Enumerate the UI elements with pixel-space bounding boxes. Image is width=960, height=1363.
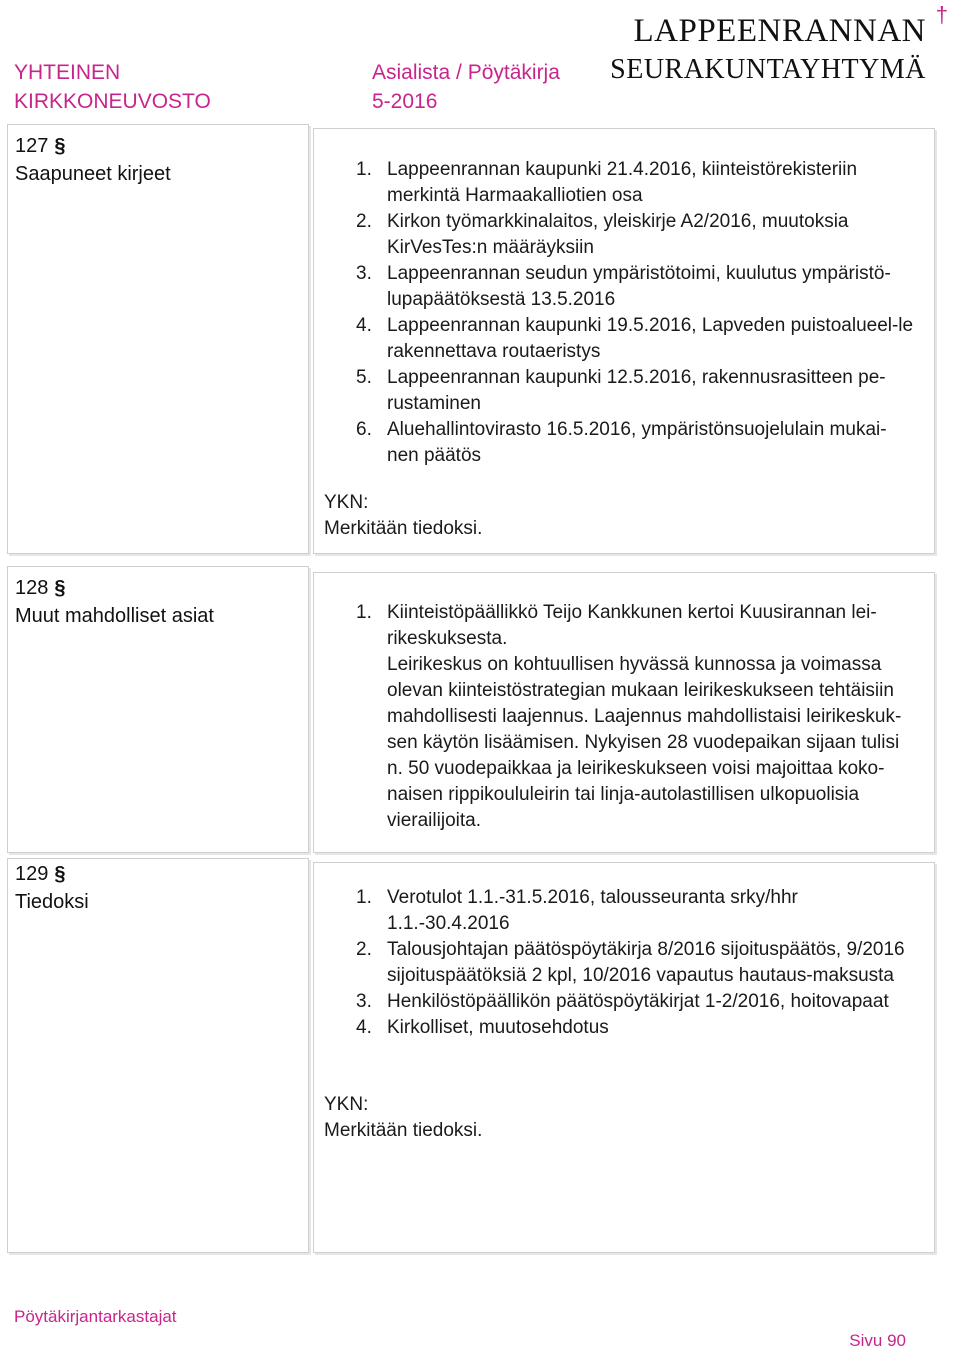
- decision-text: Merkitään tiedoksi.: [324, 518, 483, 539]
- section-127-left-frame: [7, 124, 309, 554]
- section-129-heading: [15, 860, 89, 916]
- section-128-content: [356, 600, 916, 834]
- body-paragraph: Leirikeskus on kohtuullisen hyvässä kunnossa ja voimassa olevan kiinteistöstrategian mukaan leirikeskukseen tehtäisiin mahdollisesti laajennus. Laajennus mahdollistaisi leirikeskuk-sen käytön lisäämisen. Nykyisen 28 vuodepaikan sijaan tulisi n. 50 vuodepaikkaa ja leirikeskukseen voisi majoittaa koko-naisen rippikoululeirin tai linja-autolastillisen ulkopuolisia vierailijoita.: [387, 654, 902, 831]
- section-129-left-frame: [7, 858, 309, 1253]
- list-item: 4. Lappeenrannan kaupunki 19.5.2016, Lapveden puistoalueel-le rakennettava routaeristys: [356, 315, 914, 362]
- list-item: 3. Lappeenrannan seudun ympäristötoimi, kuulutus ympäristö-lupapäätöksestä 13.5.2016: [356, 263, 891, 310]
- section-number: 129: [15, 863, 49, 885]
- minutes-checkers-label: Pöytäkirjantarkastajat: [14, 1307, 177, 1326]
- section-title: Tiedoksi: [15, 891, 89, 913]
- section-number: 127: [15, 135, 49, 157]
- section-129-list: [356, 885, 916, 1041]
- organization-line-2: KIRKKONEUVOSTO: [14, 90, 211, 113]
- list-item: 5. Lappeenrannan kaupunki 12.5.2016, rakennusrasitteen pe-rustaminen: [356, 367, 886, 414]
- section-title: Saapuneet kirjeet: [15, 163, 171, 185]
- section-title: Muut mahdolliset asiat: [15, 605, 214, 627]
- list-item: 1. Lappeenrannan kaupunki 21.4.2016, kiinteistörekisteriin merkintä Harmaakalliotien osa: [356, 159, 858, 206]
- organization-name: [14, 58, 211, 116]
- decision-text: Merkitään tiedoksi.: [324, 1120, 483, 1141]
- document-type: [372, 58, 560, 116]
- paragraph-icon: §: [54, 863, 66, 885]
- list-item: 3. Henkilöstöpäällikön päätöspöytäkirjat 1-2/2016, hoitovapaat: [356, 991, 889, 1012]
- section-128-heading: [15, 574, 214, 630]
- section-127-decision: [324, 490, 482, 542]
- list-item: 1. Verotulot 1.1.-31.5.2016, talousseuranta srky/hhr 1.1.-30.4.2016: [356, 887, 798, 934]
- organization-line-1: YHTEINEN: [14, 61, 121, 84]
- parish-line-2: SEURAKUNTAYHTYMÄ: [610, 54, 926, 85]
- document-number: 5-2016: [372, 90, 438, 113]
- list-item: 2. Talousjohtajan päätöspöytäkirja 8/2016 sijoituspäätös, 9/2016 sijoituspäätöksiä 2 kpl, 10/2016 vapautus hautaus-maksusta: [356, 939, 905, 986]
- list-item: 4. Kirkolliset, muutosehdotus: [356, 1017, 609, 1038]
- section-129-decision: [324, 1092, 482, 1144]
- section-127-list: [356, 157, 916, 469]
- list-item: 6. Aluehallintovirasto 16.5.2016, ympäristönsuojelulain mukai-nen päätös: [356, 419, 887, 466]
- section-number: 128: [15, 577, 49, 599]
- page-number: Sivu 90: [849, 1331, 906, 1350]
- document-type-line-1: Asialista / Pöytäkirja: [372, 61, 560, 84]
- page-header: [0, 0, 960, 124]
- decision-label: YKN:: [324, 492, 369, 513]
- parish-logo-text: [610, 2, 948, 88]
- parish-line-1: LAPPEENRANNAN: [633, 13, 926, 49]
- paragraph-icon: §: [54, 135, 66, 157]
- list-item: 2. Kirkon työmarkkinalaitos, yleiskirje A2/2016, muutoksia KirVesTes:n määräyksiin: [356, 211, 849, 258]
- paragraph-icon: §: [54, 577, 66, 599]
- decision-label: YKN:: [324, 1094, 369, 1115]
- section-127-heading: [15, 132, 171, 188]
- cross-icon: †: [935, 2, 948, 27]
- list-item: 1. Kiinteistöpäällikkö Teijo Kankkunen kertoi Kuusirannan lei-rikeskuksesta.: [356, 602, 877, 649]
